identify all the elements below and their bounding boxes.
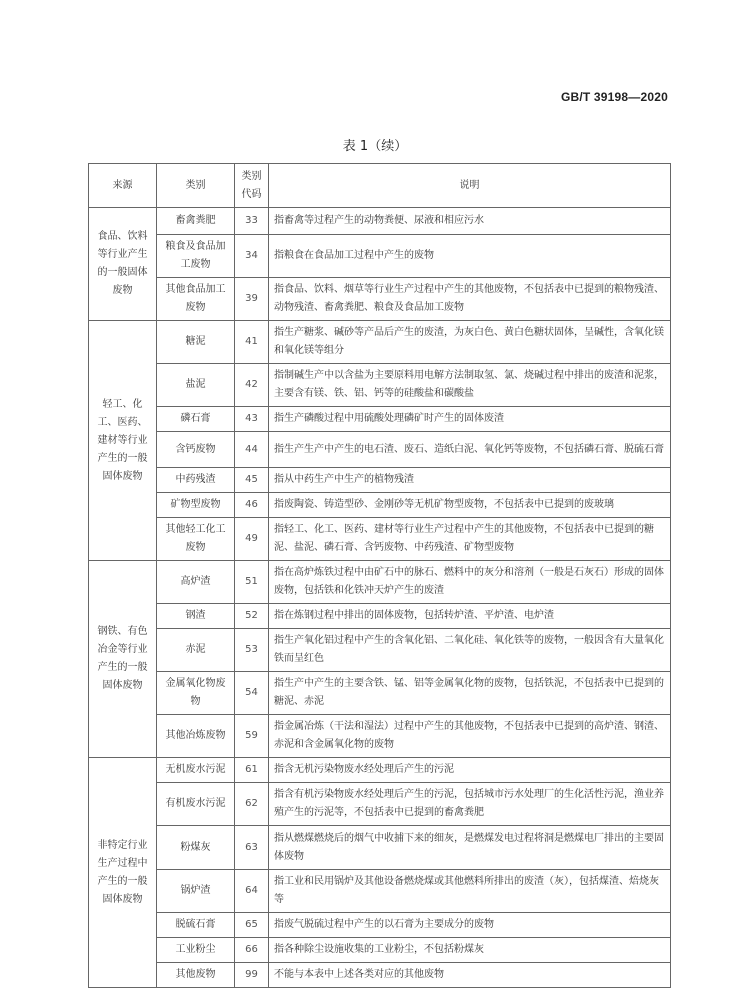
table-row xyxy=(89,938,671,963)
code-cell: 53 xyxy=(235,629,269,672)
table-row xyxy=(89,493,671,518)
code-cell: 99 xyxy=(235,963,269,988)
table-row xyxy=(89,672,671,715)
source-cell: 钢铁、有色冶金等行业产生的一般固体废物 xyxy=(89,561,157,758)
code-cell: 46 xyxy=(235,493,269,518)
header-code: 类别代码 xyxy=(235,164,269,208)
category-cell: 脱硫石膏 xyxy=(157,913,235,938)
description-cell: 指金属冶炼（干法和湿法）过程中产生的其他废物，不包括表中已提到的高炉渣、钢渣、赤泥和含金属氧化物的废物 xyxy=(269,715,671,758)
category-cell: 金属氧化物废物 xyxy=(157,672,235,715)
waste-classification-table xyxy=(88,163,671,988)
description-cell: 指在炼钢过程中排出的固体废物，包括转炉渣、平炉渣、电炉渣 xyxy=(269,604,671,629)
description-cell: 指畜禽等过程产生的动物粪便、尿液和相应污水 xyxy=(269,208,671,235)
table-row xyxy=(89,364,671,407)
code-cell: 34 xyxy=(235,235,269,278)
category-cell: 其他冶炼废物 xyxy=(157,715,235,758)
category-cell: 无机废水污泥 xyxy=(157,758,235,783)
table-row xyxy=(89,561,671,604)
category-cell: 锅炉渣 xyxy=(157,870,235,913)
category-cell: 矿物型废物 xyxy=(157,493,235,518)
code-cell: 59 xyxy=(235,715,269,758)
description-cell: 不能与本表中上述各类对应的其他废物 xyxy=(269,963,671,988)
table-row xyxy=(89,407,671,432)
code-cell: 61 xyxy=(235,758,269,783)
description-cell: 指含无机污染物废水经处理后产生的污泥 xyxy=(269,758,671,783)
description-cell: 指制碱生产中以含盐为主要原料用电解方法制取氢、氯、烧碱过程中排出的废渣和泥浆，主要含有镁、铁、铝、钙等的硅酸盐和碳酸盐 xyxy=(269,364,671,407)
source-cell: 非特定行业生产过程中产生的一般固体废物 xyxy=(89,758,157,988)
description-cell: 指在高炉炼铁过程中由矿石中的脉石、燃料中的灰分和溶剂（一般是石灰石）形成的固体废物，包括铁和化铁冲天炉产生的废渣 xyxy=(269,561,671,604)
description-cell: 指生产氧化铝过程中产生的含氧化铝、二氧化硅、氧化铁等的废物，一般因含有大量氧化铁而呈红色 xyxy=(269,629,671,672)
code-cell: 65 xyxy=(235,913,269,938)
category-cell: 盐泥 xyxy=(157,364,235,407)
table-row xyxy=(89,783,671,826)
description-cell: 指从中药生产中生产的植物残渣 xyxy=(269,468,671,493)
code-cell: 41 xyxy=(235,321,269,364)
table-row xyxy=(89,468,671,493)
description-cell: 指工业和民用锅炉及其他设备燃烧煤或其他燃料所排出的废渣（灰），包括煤渣、焙烧灰等 xyxy=(269,870,671,913)
category-cell: 中药残渣 xyxy=(157,468,235,493)
source-cell: 轻工、化工、医药、建材等行业产生的一般固体废物 xyxy=(89,321,157,561)
table-row xyxy=(89,870,671,913)
header-description: 说明 xyxy=(269,164,671,208)
category-cell: 钢渣 xyxy=(157,604,235,629)
code-cell: 63 xyxy=(235,826,269,870)
table-body xyxy=(89,208,671,988)
header-source: 来源 xyxy=(89,164,157,208)
category-cell: 糖泥 xyxy=(157,321,235,364)
table-row xyxy=(89,321,671,364)
table-row xyxy=(89,235,671,278)
description-cell: 指废陶瓷、铸造型砂、金刚砂等无机矿物型废物，不包括表中已提到的废玻璃 xyxy=(269,493,671,518)
code-cell: 52 xyxy=(235,604,269,629)
description-cell: 指废气脱硫过程中产生的以石膏为主要成分的废物 xyxy=(269,913,671,938)
table-row xyxy=(89,963,671,988)
code-cell: 45 xyxy=(235,468,269,493)
description-cell: 指从燃煤燃烧后的烟气中收捕下来的细灰，是燃煤发电过程将洞是燃煤电厂排出的主要固体废物 xyxy=(269,826,671,870)
code-cell: 54 xyxy=(235,672,269,715)
category-cell: 畜禽粪肥 xyxy=(157,208,235,235)
code-cell: 62 xyxy=(235,783,269,826)
code-cell: 33 xyxy=(235,208,269,235)
description-cell: 指生产糖浆、碱砂等产品后产生的废渣，为灰白色、黄白色糖状固体，呈碱性，含氧化镁和氧化镁等组分 xyxy=(269,321,671,364)
code-cell: 66 xyxy=(235,938,269,963)
category-cell: 粉煤灰 xyxy=(157,826,235,870)
description-cell: 指生产生产中产生的电石渣、废石、造纸白泥、氧化钙等废物，不包括磷石膏、脱硫石膏 xyxy=(269,432,671,468)
table-row xyxy=(89,913,671,938)
code-cell: 51 xyxy=(235,561,269,604)
table-row xyxy=(89,629,671,672)
description-cell: 指生产磷酸过程中用硫酸处理磷矿时产生的固体废渣 xyxy=(269,407,671,432)
table-row xyxy=(89,758,671,783)
description-cell: 指食品、饮料、烟草等行业生产过程中产生的其他废物，不包括表中已提到的粮物残渣、动物残渣、畜禽粪肥、粮食及食品加工废物 xyxy=(269,278,671,321)
description-cell: 指各种除尘设施收集的工业粉尘，不包括粉煤灰 xyxy=(269,938,671,963)
category-cell: 工业粉尘 xyxy=(157,938,235,963)
header-category: 类别 xyxy=(157,164,235,208)
description-cell: 指含有机污染物废水经处理后产生的污泥，包括城市污水处理厂的生化活性污泥，渔业养殖产生的污泥等，不包括表中已提到的畜禽粪肥 xyxy=(269,783,671,826)
table-row xyxy=(89,715,671,758)
table-header-row xyxy=(89,164,671,208)
code-cell: 42 xyxy=(235,364,269,407)
table-row xyxy=(89,604,671,629)
table-row xyxy=(89,432,671,468)
category-cell: 含钙废物 xyxy=(157,432,235,468)
description-cell: 指生产中产生的主要含铁、锰、铝等金属氧化物的废物，包括铁泥，不包括表中已提到的糖泥、赤泥 xyxy=(269,672,671,715)
code-cell: 49 xyxy=(235,518,269,561)
source-cell: 食品、饮料等行业产生的一般固体废物 xyxy=(89,208,157,321)
code-cell: 64 xyxy=(235,870,269,913)
code-cell: 39 xyxy=(235,278,269,321)
code-cell: 44 xyxy=(235,432,269,468)
table-title: 表 1（续） xyxy=(342,139,408,154)
standard-code: GB/T 39198—2020 xyxy=(560,90,668,104)
table-row xyxy=(89,518,671,561)
category-cell: 磷石膏 xyxy=(157,407,235,432)
category-cell: 其他轻工化工废物 xyxy=(157,518,235,561)
table-row xyxy=(89,826,671,870)
table-row xyxy=(89,278,671,321)
description-cell: 指轻工、化工、医药、建材等行业生产过程中产生的其他废物，不包括表中已提到的糖泥、盐泥、磷石膏、含钙废物、中药残渣、矿物型废物 xyxy=(269,518,671,561)
table-row xyxy=(89,208,671,235)
category-cell: 赤泥 xyxy=(157,629,235,672)
category-cell: 高炉渣 xyxy=(157,561,235,604)
category-cell: 有机废水污泥 xyxy=(157,783,235,826)
description-cell: 指粮食在食品加工过程中产生的废物 xyxy=(269,235,671,278)
code-cell: 43 xyxy=(235,407,269,432)
category-cell: 粮食及食品加工废物 xyxy=(157,235,235,278)
category-cell: 其他食品加工废物 xyxy=(157,278,235,321)
category-cell: 其他废物 xyxy=(157,963,235,988)
